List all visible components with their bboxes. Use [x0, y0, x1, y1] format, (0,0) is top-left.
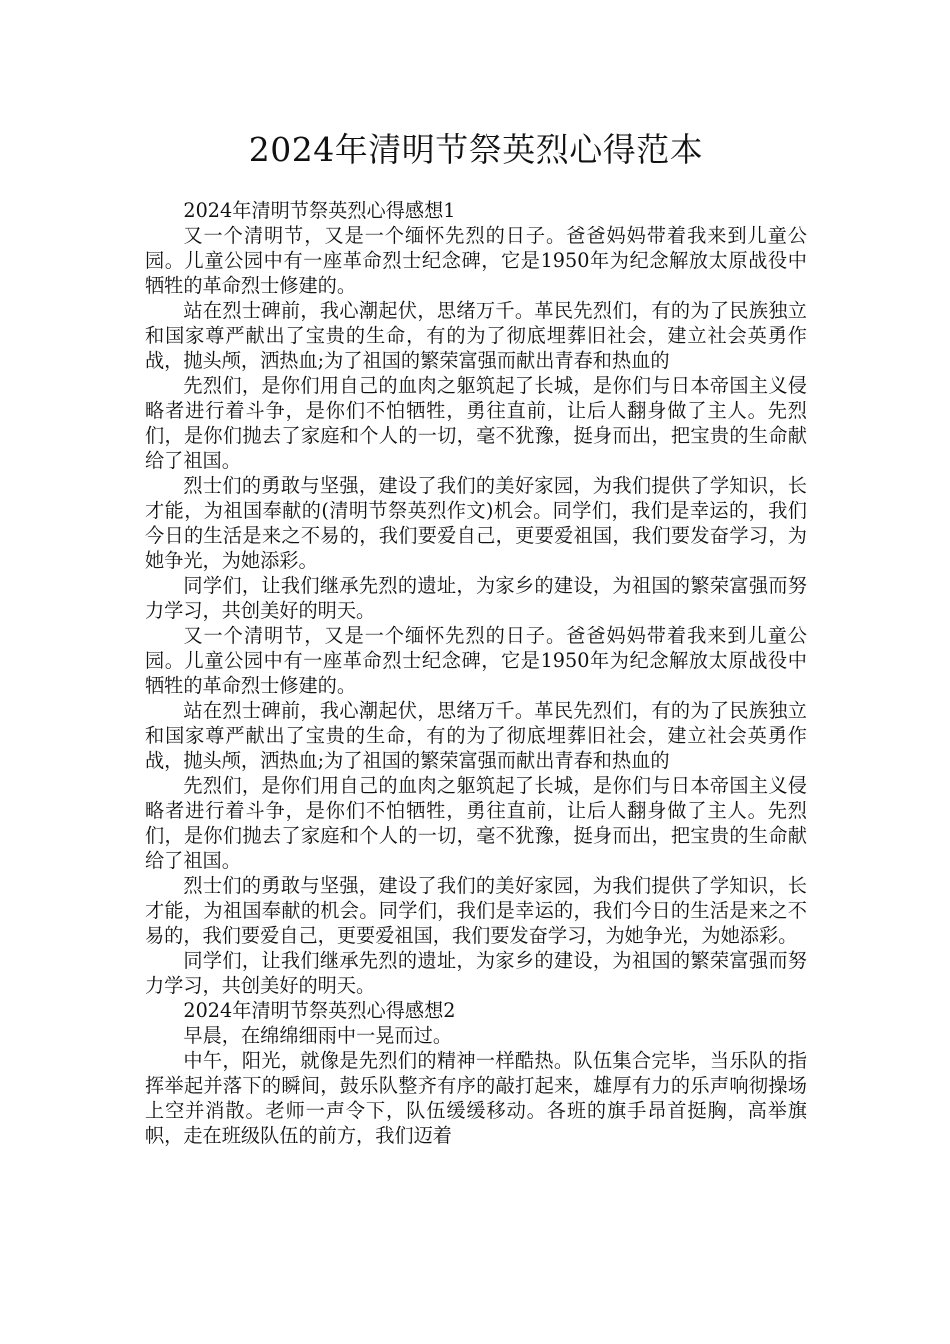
document-title: 2024年清明节祭英烈心得范本 [248, 130, 704, 169]
paragraph: 站在烈士碑前，我心潮起伏，思绪万千。革民先烈们，有的为了民族独立和国家尊严献出了宝贵的生命，有的为了彻底埋葬旧社会，建立社会英勇作战，抛头颅，洒热血;为了祖国的繁荣富强而献出青春和热血的 [145, 699, 807, 772]
paragraph: 同学们，让我们继承先烈的遗址，为家乡的建设，为祖国的繁荣富强而努力学习，共创美好的明天。 [145, 949, 807, 997]
paragraph: 先烈们，是你们用自己的血肉之躯筑起了长城，是你们与日本帝国主义侵略者进行着斗争，是你们不怕牺牲，勇往直前，让后人翻身做了主人。先烈们，是你们抛去了家庭和个人的一切，毫不犹豫，挺身而出，把宝贵的生命献给了祖国。 [145, 374, 807, 472]
paragraph: 中午，阳光，就像是先烈们的精神一样酷热。队伍集合完毕，当乐队的指挥举起并落下的瞬间，鼓乐队整齐有序的敲打起来，雄厚有力的乐声响彻操场上空并消散。老师一声令下，队伍缓缓移动。各班的旗手昂首挺胸，高举旗帜，走在班级队伍的前方，我们迈着 [145, 1049, 807, 1147]
paragraph: 站在烈士碑前，我心潮起伏，思绪万千。革民先烈们，有的为了民族独立和国家尊严献出了宝贵的生命，有的为了彻底埋葬旧社会，建立社会英勇作战，抛头颅，洒热血;为了祖国的繁荣富强而献出青春和热血的 [145, 299, 807, 372]
paragraph: 烈士们的勇敢与坚强，建设了我们的美好家园，为我们提供了学知识，长才能，为祖国奉献的(清明节祭英烈作文)机会。同学们，我们是幸运的，我们今日的生活是来之不易的，我们要爱自己，更要爱祖国，我们要发奋学习，为她争光，为她添彩。 [145, 474, 807, 572]
paragraph: 先烈们，是你们用自己的血肉之躯筑起了长城，是你们与日本帝国主义侵略者进行着斗争，是你们不怕牺牲，勇往直前，让后人翻身做了主人。先烈们，是你们抛去了家庭和个人的一切，毫不犹豫，挺身而出，把宝贵的生命献给了祖国。 [145, 774, 807, 872]
document-body [145, 198, 807, 1148]
paragraph: 早晨，在绵绵细雨中一晃而过。 [183, 1024, 453, 1047]
paragraph: 又一个清明节，又是一个缅怀先烈的日子。爸爸妈妈带着我来到儿童公园。儿童公园中有一座革命烈士纪念碑，它是1950年为纪念解放太原战役中牺牲的革命烈士修建的。 [145, 624, 807, 697]
section-heading-1: 2024年清明节祭英烈心得感想1 [183, 199, 456, 222]
paragraph: 又一个清明节，又是一个缅怀先烈的日子。爸爸妈妈带着我来到儿童公园。儿童公园中有一座革命烈士纪念碑，它是1950年为纪念解放太原战役中牺牲的革命烈士修建的。 [145, 224, 807, 297]
document-page [145, 128, 807, 1148]
section-heading-2: 2024年清明节祭英烈心得感想2 [183, 999, 456, 1022]
paragraph: 同学们，让我们继承先烈的遗址，为家乡的建设，为祖国的繁荣富强而努力学习，共创美好的明天。 [145, 574, 807, 622]
paragraph: 烈士们的勇敢与坚强，建设了我们的美好家园，为我们提供了学知识，长才能，为祖国奉献的机会。同学们，我们是幸运的，我们今日的生活是来之不易的，我们要爱自己，更要爱祖国，我们要发奋学习，为她争光，为她添彩。 [145, 874, 807, 947]
